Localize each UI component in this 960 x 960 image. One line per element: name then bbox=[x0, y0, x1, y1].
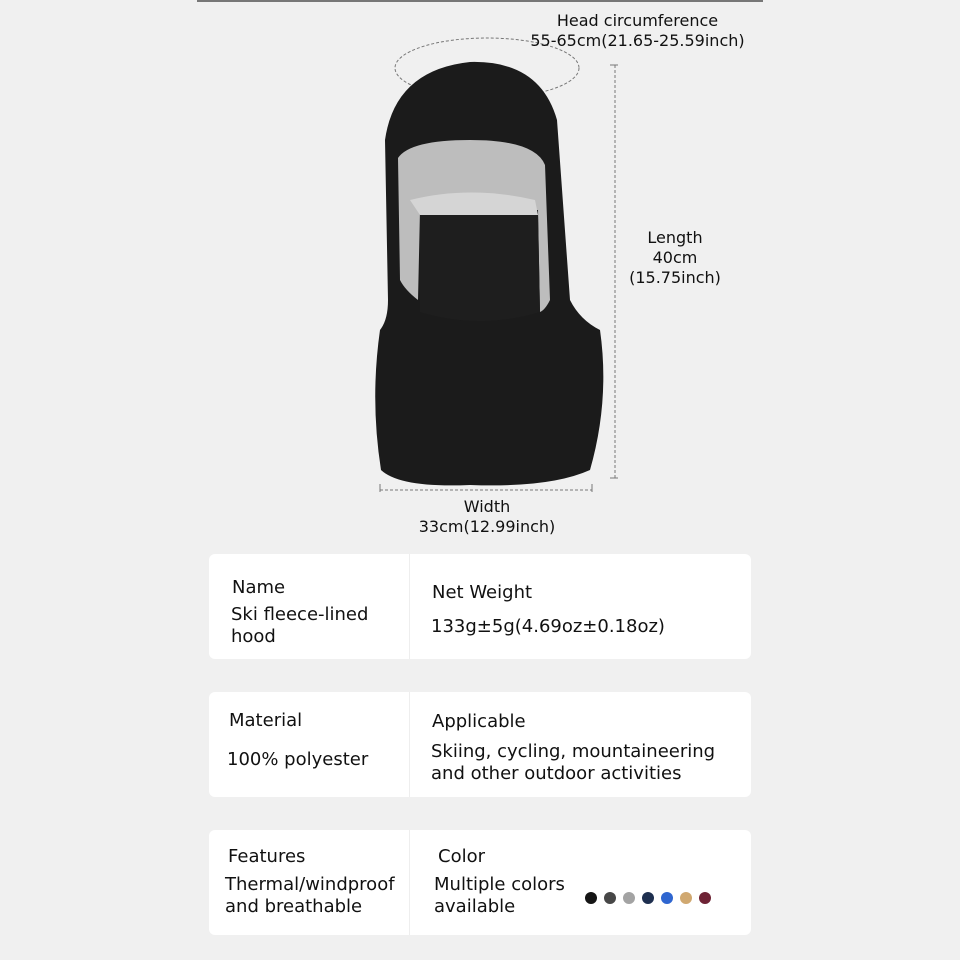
length-inch: (15.75inch) bbox=[629, 268, 721, 287]
color-swatch-wine bbox=[699, 892, 711, 904]
width-value: 33cm(12.99inch) bbox=[418, 517, 556, 536]
material-value: 100% polyester bbox=[227, 749, 369, 770]
spec-card-material bbox=[209, 692, 751, 797]
color-swatch-black bbox=[585, 892, 597, 904]
applicable-value: Skiing, cycling, mountaineering and other outdoor activities bbox=[431, 741, 716, 784]
head-circumference-label: Head circumference bbox=[556, 11, 719, 30]
length-label: Length bbox=[647, 228, 703, 247]
width-label: Width bbox=[463, 497, 511, 516]
features-label: Features bbox=[228, 846, 306, 867]
name-value: Ski fleece-lined hood bbox=[231, 604, 369, 647]
spec-card-features bbox=[209, 830, 751, 935]
color-swatch-light-gray bbox=[623, 892, 635, 904]
color-value: Multiple colors available bbox=[434, 874, 565, 917]
net-weight-label: Net Weight bbox=[432, 582, 533, 603]
color-swatch-navy bbox=[642, 892, 654, 904]
color-swatches bbox=[585, 892, 711, 904]
spec-card-name bbox=[209, 554, 751, 659]
color-swatch-khaki bbox=[680, 892, 692, 904]
head-circumference-value: 55-65cm(21.65-25.59inch) bbox=[530, 31, 745, 50]
material-label: Material bbox=[229, 710, 303, 731]
color-swatch-dark-gray bbox=[604, 892, 616, 904]
applicable-label: Applicable bbox=[432, 711, 526, 732]
color-label: Color bbox=[438, 846, 485, 867]
name-label: Name bbox=[232, 577, 286, 598]
features-value: Thermal/windproof and breathable bbox=[225, 874, 395, 917]
net-weight-value: 133g±5g(4.69oz±0.18oz) bbox=[431, 616, 665, 637]
color-swatch-blue bbox=[661, 892, 673, 904]
length-cm: 40cm bbox=[652, 248, 698, 267]
